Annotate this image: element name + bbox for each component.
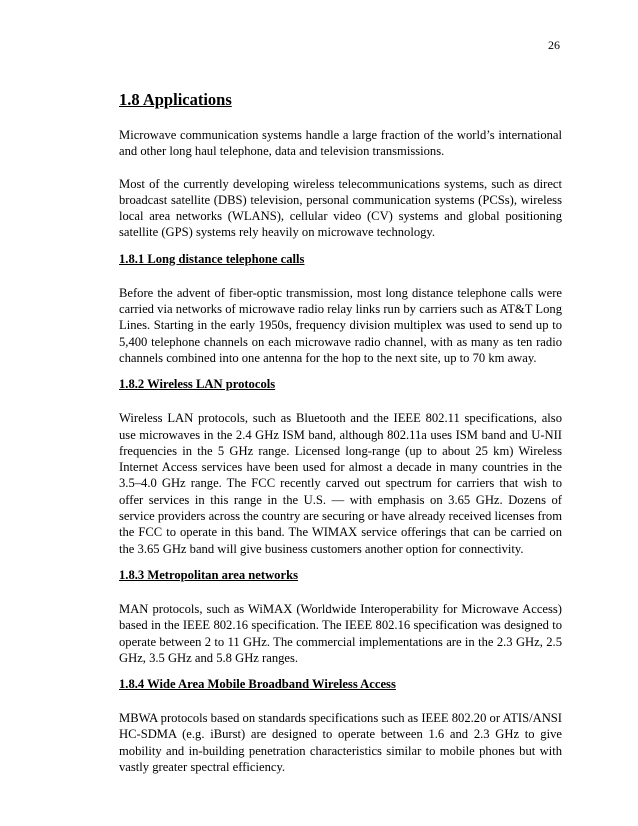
- document-body: [119, 90, 562, 791]
- subsection-heading-mbwa: 1.8.4 Wide Area Mobile Broadband Wireless Access: [119, 677, 396, 692]
- subsection-heading-long-distance: 1.8.1 Long distance telephone calls: [119, 251, 305, 266]
- subsection-body-mbwa: MBWA protocols based on standards specifications such as IEEE 802.20 or ATIS/ANSI HC-SDMA (e.g. iBurst) are designed to operate between 1.6 and 2.3 GHz to give mobility and in-building penetration characteristics similar to mobile phones but with vastly greater spectral efficiency.: [119, 711, 562, 775]
- subsection-body-metropolitan: MAN protocols, such as WiMAX (Worldwide Interoperability for Microwave Access) based in the IEEE 802.16 specification. The IEEE 802.16 specification was designed to operate between 2 to 11 GHz. The commercial implementations are in the 2.3 GHz, 2.5 GHz, 3.5 GHz and 5.8 GHz ranges.: [119, 601, 562, 665]
- subsection-body-long-distance: Before the advent of fiber-optic transmission, most long distance telephone calls were carried via networks of microwave radio relay links run by carriers such as AT&T Long Lines. Starting in the early 1950s, frequency division multiplex was used to send up to 5,400 telephone channels on each microwave radio channel, with as many as ten radio channels combined into one antenna for the hop to the next site, up to 70 km away.: [119, 285, 562, 365]
- section-title: 1.8 Applications: [119, 90, 232, 109]
- intro-paragraph: Microwave communication systems handle a large fraction of the world’s international and other long haul telephone, data and television transmissions.: [119, 128, 562, 159]
- subsection-heading-wireless-lan: 1.8.2 Wireless LAN protocols: [119, 377, 276, 392]
- intro-paragraph: Most of the currently developing wireless telecommunications systems, such as direct broadcast satellite (DBS) television, personal communication systems (PCSs), wireless local area networks (WLANS), cellular video (CV) systems and global positioning satellite (GPS) systems rely heavily on microwave technology.: [119, 176, 562, 240]
- page-number: 26: [548, 38, 560, 52]
- subsection-body-wireless-lan: Wireless LAN protocols, such as Bluetooth and the IEEE 802.11 specifications, also use microwaves in the 2.4 GHz ISM band, although 802.11a uses ISM band and U-NII frequencies in the 5 GHz range. Licensed long-range (up to about 25 km) Wireless Internet Access services have been used for almost a decade in many countries in the 3.5–4.0 GHz range. The FCC recently carved out spectrum for carriers that wish to offer services in this range in the U.S. — with emphasis on 3.65 GHz. Dozens of service providers across the country are securing or have already received licenses from the FCC to operate in this band. The WIMAX service offerings that can be carried on the 3.65 GHz band will give business customers another option for connectivity.: [119, 411, 562, 556]
- subsection-heading-metropolitan: 1.8.3 Metropolitan area networks: [119, 567, 298, 582]
